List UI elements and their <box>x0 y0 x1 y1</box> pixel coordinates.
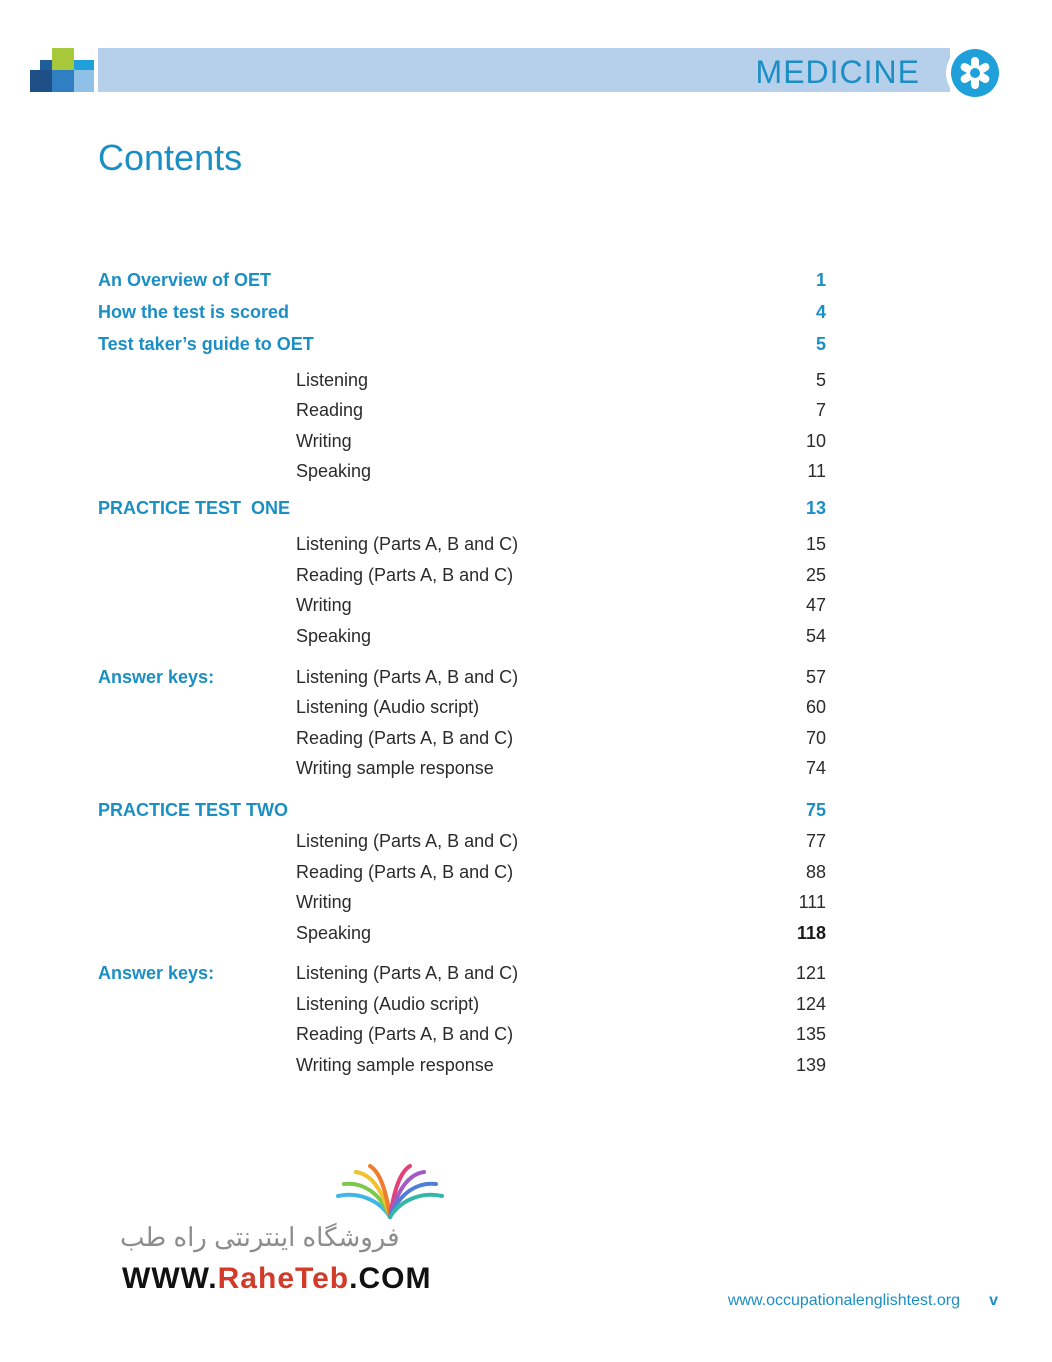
toc-subentry-page: 70 <box>805 728 826 748</box>
answer-keys-label: Answer keys: <box>98 963 215 983</box>
toc-subentry-page: 15 <box>805 534 826 554</box>
toc-subentry-page: 124 <box>795 994 826 1014</box>
toc-subentry-label: Writing sample response <box>296 1055 494 1075</box>
page-number: v <box>989 1292 998 1309</box>
toc-subentry-label: Writing <box>296 892 352 912</box>
toc-subentry[interactable] <box>0 664 1052 690</box>
toc-subentry-page: 57 <box>805 667 826 687</box>
toc-subentry[interactable] <box>0 458 1052 484</box>
toc-subentry[interactable] <box>0 428 1052 454</box>
toc-subentry-page: 135 <box>795 1024 826 1044</box>
toc-subentry-page: 60 <box>805 697 826 717</box>
toc-subentry-label: Speaking <box>296 461 372 481</box>
toc-subentry[interactable] <box>0 889 1052 915</box>
toc-subentry-page: 77 <box>805 831 826 851</box>
toc-subentry-label: Reading (Parts A, B and C) <box>296 1024 514 1044</box>
toc-subentry-label: Listening (Audio script) <box>296 697 480 717</box>
toc-subentry[interactable] <box>0 531 1052 557</box>
toc-subentry[interactable] <box>0 755 1052 781</box>
toc-subentry-label: Listening (Audio script) <box>296 994 480 1014</box>
toc-subentry-page: 121 <box>795 963 826 983</box>
toc-subentry-label: Reading (Parts A, B and C) <box>296 565 514 585</box>
toc-subentry-page: 7 <box>815 400 826 420</box>
toc-subentry[interactable] <box>0 1052 1052 1078</box>
watermark-url: WWW.RaheTeb.COM <box>122 1262 432 1295</box>
toc-entry-label: PRACTICE TEST ONE <box>98 498 291 518</box>
section-title: MEDICINE <box>755 54 920 90</box>
toc-subentry[interactable] <box>0 562 1052 588</box>
toc-subentry-page: 5 <box>815 370 826 390</box>
toc-entry-scored[interactable] <box>0 299 1052 325</box>
toc-entry-page: 75 <box>805 800 826 820</box>
toc-subentry-label: Speaking <box>296 626 372 646</box>
toc-subentry[interactable] <box>0 623 1052 649</box>
toc-entry-page: 5 <box>815 334 826 354</box>
toc-subentry-page: 47 <box>805 595 826 615</box>
toc-subentry-label: Writing <box>296 595 352 615</box>
toc-subentry[interactable] <box>0 859 1052 885</box>
toc-entry-overview[interactable] <box>0 267 1052 293</box>
toc-subentry-label: Listening <box>296 370 369 390</box>
toc-entry-guide[interactable] <box>0 331 1052 357</box>
toc-subentry-label: Listening (Parts A, B and C) <box>296 963 519 983</box>
toc-subentry-label: Listening (Parts A, B and C) <box>296 831 519 851</box>
toc-entry-label: Test taker’s guide to OET <box>98 334 314 354</box>
toc-subentry-page: 139 <box>795 1055 826 1075</box>
toc-entry-practice-test-two[interactable] <box>0 797 1052 823</box>
toc-entry-practice-test-one[interactable] <box>0 495 1052 521</box>
footer-url[interactable]: www.occupationalenglishtest.org <box>727 1292 960 1309</box>
toc-subentry[interactable] <box>0 991 1052 1017</box>
toc-subentry-label: Reading <box>296 400 364 420</box>
toc-subentry-label: Listening (Parts A, B and C) <box>296 667 519 687</box>
toc-subentry-page: 118 <box>796 923 826 943</box>
toc-subentry[interactable] <box>0 367 1052 393</box>
toc-subentry-page: 10 <box>805 431 826 451</box>
toc-subentry-page: 74 <box>805 758 826 778</box>
toc-subentry[interactable] <box>0 725 1052 751</box>
toc-subentry[interactable] <box>0 397 1052 423</box>
toc-subentry[interactable] <box>0 828 1052 854</box>
toc-subentry-page: 88 <box>805 862 826 882</box>
toc-entry-page: 13 <box>805 498 826 518</box>
toc-subentry-label: Writing <box>296 431 352 451</box>
toc-entry-page: 1 <box>815 270 826 290</box>
toc-subentry[interactable] <box>0 592 1052 618</box>
page-title: Contents <box>98 137 243 178</box>
toc-subentry[interactable] <box>0 960 1052 986</box>
open-book-icon <box>330 1162 450 1222</box>
toc-entry-page: 4 <box>815 302 826 322</box>
toc-subentry[interactable] <box>0 694 1052 720</box>
toc-subentry-label: Reading (Parts A, B and C) <box>296 862 514 882</box>
watermark-text: فروشگاه اینترنتی راه طب <box>120 1222 400 1252</box>
answer-keys-label: Answer keys: <box>98 667 215 687</box>
toc-subentry-label: Writing sample response <box>296 758 494 778</box>
toc-entry-label: PRACTICE TEST TWO <box>98 800 288 820</box>
toc-entry-label: An Overview of OET <box>98 270 272 290</box>
toc-entry-label: How the test is scored <box>98 302 290 322</box>
toc-subentry[interactable] <box>0 1021 1052 1047</box>
toc-subentry-page: 11 <box>807 461 826 481</box>
toc-subentry-page: 25 <box>805 565 826 585</box>
toc-subentry-page: 54 <box>805 626 826 646</box>
toc-subentry-page: 111 <box>798 892 826 912</box>
toc-subentry-label: Reading (Parts A, B and C) <box>296 728 514 748</box>
toc-subentry-label: Speaking <box>296 923 372 943</box>
toc-subentry-label: Listening (Parts A, B and C) <box>296 534 519 554</box>
toc-subentry[interactable] <box>0 920 1052 946</box>
